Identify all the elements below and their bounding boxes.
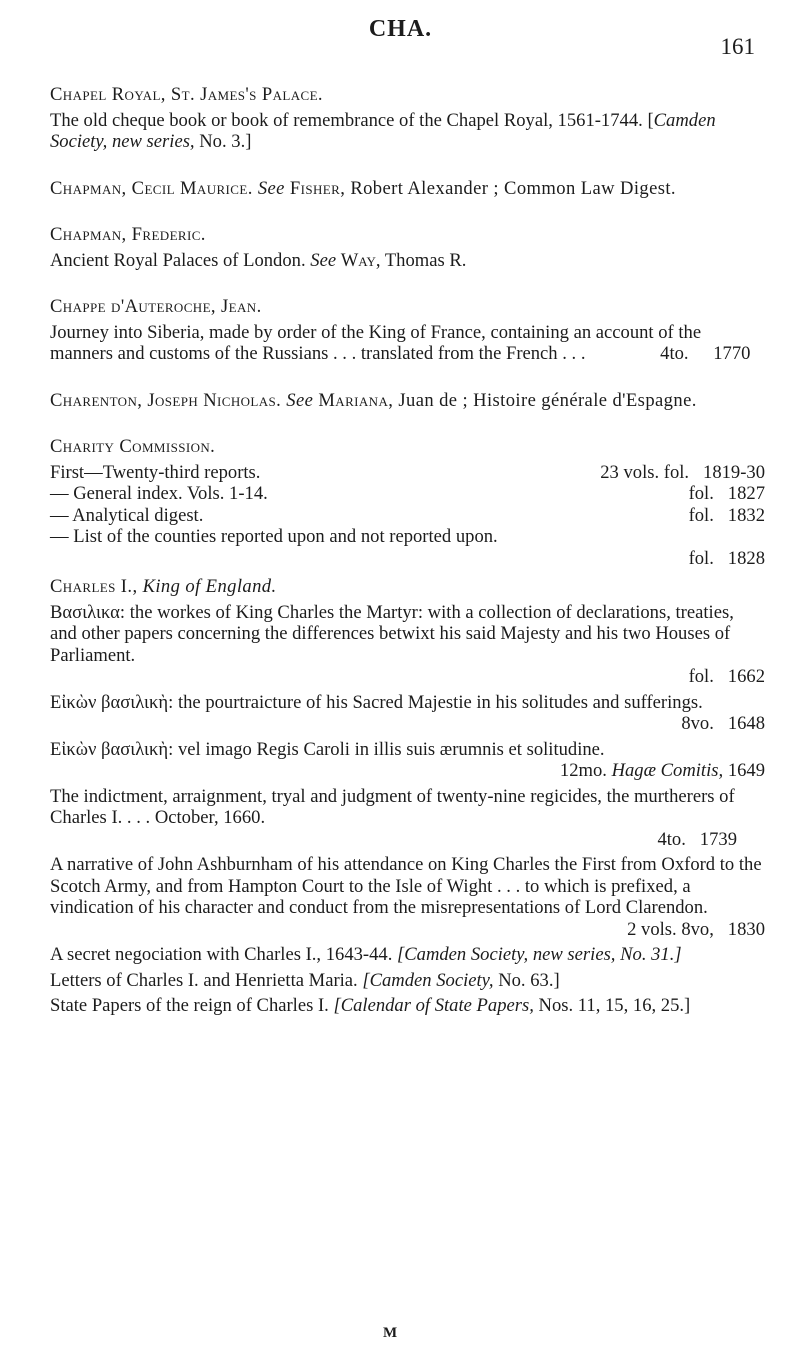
entry-text [50, 322, 765, 365]
entry-text [50, 110, 765, 153]
cross-reference-rest: Thomas R. [384, 249, 467, 271]
item-imprint: 2 vols. 8vo, 1830 [627, 918, 765, 940]
list-item [50, 970, 765, 992]
list-item [50, 483, 765, 505]
item-imprint: fol. 1828 [688, 547, 765, 569]
entry-heading: Charles I., [50, 576, 138, 597]
item-imprint: fol. 1827 [688, 483, 765, 504]
list-item [50, 995, 765, 1017]
entry-heading: Charenton, Joseph Nicholas. [50, 389, 282, 411]
entry-title: The old cheque book or book of remembrance of the Chapel Royal, 1561-1744. [50, 109, 643, 131]
entry-chapman-cecil [50, 178, 765, 200]
item-title: A secret negociation with Charles I., 1643-44. [50, 944, 393, 965]
item-title: Letters of Charles I. and Henrietta Maria. [50, 969, 358, 991]
item-title: : the pourtraicture of his Sacred Majestie in his solitudes and sufferings. [168, 691, 703, 713]
greek-title: Εἰκὼν βασιλικὴ [50, 691, 169, 713]
list-item [50, 854, 765, 940]
list-item [50, 692, 765, 735]
item-title: — List of the counties reported upon and not reported upon. [50, 526, 498, 547]
greek-title: Βασιλικα [50, 601, 120, 623]
item-title: First—Twenty-third reports. [50, 461, 261, 483]
series-note: [Camden Society, [362, 969, 494, 991]
item-imprint: 4to. 1739 [657, 828, 737, 850]
entry-heading: Chapman, Cecil Maurice. [50, 177, 253, 199]
cross-reference-rest: Juan de ; Histoire générale d'Espagne. [398, 389, 697, 411]
item-imprint [50, 760, 765, 782]
entry-title: Ancient Royal Palaces of London. [50, 249, 306, 271]
item-imprint: fol. 1832 [688, 504, 765, 526]
item-title: : the workes of King Charles the Martyr: with a collection of declarations, treaties, and other papers concerning the differences betwixt his said Majesty and his two Houses of Parliament. [50, 601, 734, 666]
note-bracket: [ [647, 109, 654, 131]
cross-reference: Way, [340, 249, 381, 271]
entry-heading-line [50, 576, 765, 598]
see-label: See [286, 389, 314, 411]
series-note: [Camden Society, new series, [397, 944, 616, 965]
list-item [50, 944, 765, 966]
entry-year: 1770 [713, 343, 751, 364]
entry-chappe [50, 296, 765, 365]
entry-charenton [50, 390, 765, 412]
see-label: See [257, 177, 285, 199]
list-item [50, 786, 765, 851]
item-title: : vel imago Regis Caroli in illis suis ærumnis et solitudine. [168, 738, 605, 760]
running-head: CHA. [368, 16, 433, 42]
entry-heading: Charity Commission. [50, 436, 216, 457]
page-header [0, 16, 801, 60]
item-imprint: 23 vols. fol. 1819-30 [600, 461, 765, 483]
greek-title: Εἰκὼν βασιλικὴ [50, 738, 169, 760]
series-number: No. 63.] [498, 969, 560, 991]
item-year: 1649 [727, 760, 765, 781]
entry-heading: Chapel Royal, St. James's Palace. [50, 84, 323, 105]
list-item [50, 602, 765, 688]
page-number: 161 [720, 34, 755, 59]
entry-charity-commission [50, 436, 765, 569]
catalogue-entries [50, 84, 765, 1042]
series-number: No. 31.] [620, 944, 682, 965]
cross-reference: Fisher, [289, 177, 346, 199]
item-title: — General index. Vols. 1-14. [50, 483, 268, 504]
entry-text [50, 250, 765, 272]
entry-heading: Chappe d'Auteroche, Jean. [50, 296, 262, 317]
item-place: Hagæ Comitis, [611, 760, 724, 781]
entry-heading-title: King of England. [142, 576, 277, 597]
item-title: — Analytical digest. [50, 504, 204, 526]
item-imprint: fol. 1662 [688, 666, 765, 687]
entry-heading: Chapman, Frederic. [50, 224, 206, 245]
item-format: 12mo. [559, 760, 607, 781]
series-number: Nos. 11, 15, 16, 25.] [538, 995, 691, 1016]
entry-charles-i [50, 576, 765, 1017]
item-title: A narrative of John Ashburnham of his attendance on King Charles the First from Oxford to the Scotch Army, and from Hampton Court to the Isle of Wight . . . to which is prefixed, a vindication of his character and conduct from the misrepresentations of Lord Clarendon. [50, 854, 762, 918]
series-note: Camden Society, new series, [50, 109, 716, 152]
list-item [50, 739, 765, 782]
item-imprint: 8vo. 1648 [681, 713, 765, 734]
list-item [50, 462, 765, 484]
cross-reference: Mariana, [318, 389, 394, 411]
list-item [50, 526, 765, 569]
signature-mark: M [383, 1325, 399, 1341]
entry-heading-line [50, 390, 765, 412]
entry-heading-line [50, 178, 765, 200]
cross-reference-rest: Robert Alexander ; Common Law Digest. [350, 177, 676, 199]
entry-format: 4to. [660, 343, 689, 364]
series-number: No. 3.] [199, 131, 252, 152]
entry-title: Journey into Siberia, made by order of the King of France, containing an account of the manners and customs of the Russians . . . translated from the French . . . [50, 321, 702, 364]
entry-chapman-frederic [50, 224, 765, 271]
entry-chapel-royal [50, 84, 765, 153]
series-note: [Calendar of State Papers, [333, 995, 534, 1016]
item-title: State Papers of the reign of Charles I. [50, 995, 329, 1016]
list-item [50, 505, 765, 527]
item-title: The indictment, arraignment, tryal and judgment of twenty-nine regicides, the murtherers of Charles I. . . . October, 1660. [50, 785, 735, 828]
see-label: See [310, 249, 337, 271]
